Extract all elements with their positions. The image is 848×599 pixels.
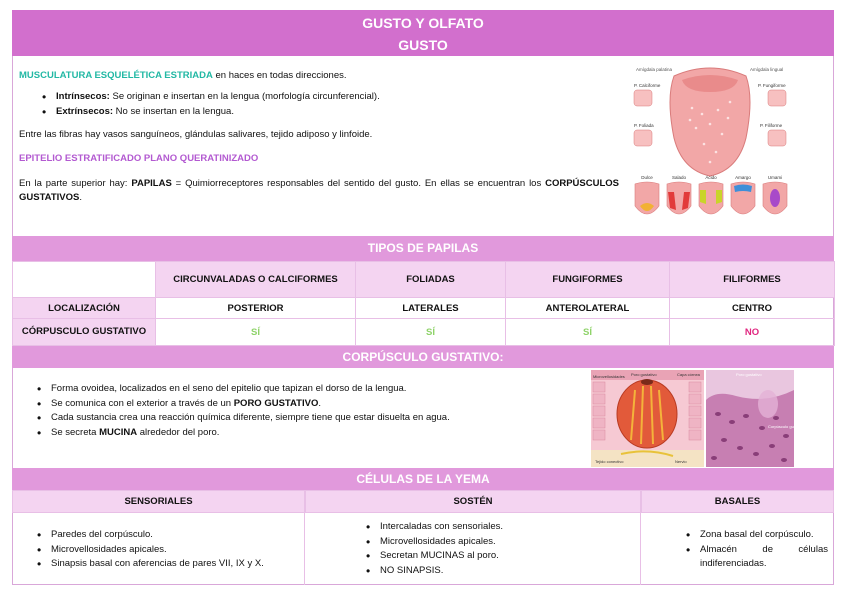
row-header: LOCALIZACIÓN <box>13 298 156 319</box>
corpusculo-section-title: CORPÚSCULO GUSTATIVO: <box>12 346 834 368</box>
list-item: • Secretan MUCINAS al poro. <box>363 549 640 564</box>
table-cell: ANTEROLATERAL <box>506 298 670 319</box>
musculos-list <box>39 90 619 119</box>
table-row <box>13 262 835 298</box>
histology-image <box>706 370 806 467</box>
figure-label: Poro gustativo <box>631 372 657 377</box>
yema-section-title: CÉLULAS DE LA YEMA <box>12 468 834 490</box>
papilas-text: En la parte superior hay: PAPILAS = Quimiorreceptores responsables del sentido del gusto. En ellas se encuentran los CORPÚSCULOS GUSTATIVOS. <box>19 178 619 203</box>
taste-label: Ácido <box>705 175 717 180</box>
table-row <box>13 298 835 319</box>
page-title: GUSTO Y OLFATO <box>362 15 484 31</box>
list-item: • NO SINAPSIS. <box>363 564 640 579</box>
yema-column-header: SOSTÉN <box>305 490 641 513</box>
sosten-list <box>363 520 640 578</box>
sensoriales-list <box>34 528 304 572</box>
column-header: CIRCUNVALADAS O CALCIFORMES <box>156 262 356 298</box>
papilas-section-title: TIPOS DE PAPILAS <box>12 236 834 261</box>
figure-label: Corpúsculo gustativo <box>768 424 806 429</box>
table-cell: CENTRO <box>670 298 835 319</box>
table-cell: NO <box>670 319 835 346</box>
page-subtitle: GUSTO <box>398 37 448 53</box>
table-cell: SÍ <box>506 319 670 346</box>
figure-label: Nervio <box>675 459 687 464</box>
table-corner <box>13 262 156 298</box>
figure-label: Tejido conectivo <box>595 459 624 464</box>
fibras-text: Entre las fibras hay vasos sanguíneos, glándulas salivares, tejido adiposo y linfoide. <box>19 129 373 140</box>
list-item: • Se comunica con el exterior a través de un PORO GUSTATIVO. <box>34 397 584 412</box>
musculatura-heading: MUSCULATURA ESQUELÉTICA ESTRIADA <box>19 70 213 81</box>
list-item: • Forma ovoidea, localizados en el seno del epitelio que tapizan el dorso de la lengua. <box>34 382 584 397</box>
taste-label: Umami <box>767 175 783 180</box>
papilas-table <box>12 261 835 346</box>
table-cell: SÍ <box>356 319 506 346</box>
list-item: • Intrínsecos: Se originan e insertan en la lengua (morfología circunferencial). <box>39 90 619 105</box>
header-bar <box>12 10 834 56</box>
tongue-label: P. Calciforme <box>634 83 661 88</box>
yema-column-header: BASALES <box>641 490 834 513</box>
corpusculo-diagram <box>591 370 704 467</box>
tongue-label: Amígdala lingual <box>750 67 784 72</box>
figure-label: Capa córnea <box>677 372 700 377</box>
corpusculo-list <box>34 382 584 440</box>
basales-list <box>683 528 828 572</box>
figure-label: Poro gustativo <box>736 372 762 377</box>
musculatura-line: MUSCULATURA ESQUELÉTICA ESTRIADA en haces en todas direcciones. <box>19 70 347 81</box>
list-item: • Zona basal del corpúsculo. <box>683 528 828 543</box>
yema-column-header: SENSORIALES <box>12 490 305 513</box>
list-item: • Almacén de células indiferenciadas. <box>683 543 828 572</box>
figure-label: Microvellosidades <box>593 374 625 379</box>
column-header: FILIFORMES <box>670 262 835 298</box>
yema-column-sosten <box>305 513 641 585</box>
list-item: • Extrínsecos: No se insertan en la lengua. <box>39 105 619 120</box>
table-cell: SÍ <box>156 319 356 346</box>
taste-label: Dulce <box>641 175 653 180</box>
table-row <box>13 319 835 346</box>
list-item: • Sinapsis basal con aferencias de pares VII, IX y X. <box>34 557 304 572</box>
column-header: FUNGIFORMES <box>506 262 670 298</box>
list-item: • Se secreta MUCINA alrededor del poro. <box>34 426 584 441</box>
tongue-label: Amígdala palatina <box>636 67 673 72</box>
taste-label: Salado <box>671 175 687 180</box>
tongue-label: P. Filiforme <box>760 123 783 128</box>
table-cell: POSTERIOR <box>156 298 356 319</box>
table-cell: LATERALES <box>356 298 506 319</box>
list-item: • Cada sustancia crea una reacción química diferente, siempre tiene que estar disuelta en agua. <box>34 411 584 426</box>
taste-label: Amargo <box>735 175 751 180</box>
tongue-label: P. Foliada <box>634 123 654 128</box>
corpusculo-bud <box>617 380 677 448</box>
row-header: CÓRPUSCULO GUSTATIVO <box>13 319 156 346</box>
tongue-diagram <box>630 58 790 222</box>
list-item: • Intercaladas con sensoriales. <box>363 520 640 535</box>
tongue-label: P. Fungiforme <box>758 83 786 88</box>
yema-column-basales <box>641 513 834 585</box>
epitelio-heading: EPITELIO ESTRATIFICADO PLANO QUERATINIZADO <box>19 153 259 164</box>
list-item: • Microvellosidades apicales. <box>34 543 304 558</box>
yema-column-sensoriales <box>12 513 305 585</box>
intro-section <box>19 70 619 205</box>
list-item: • Paredes del corpúsculo. <box>34 528 304 543</box>
column-header: FOLIADAS <box>356 262 506 298</box>
list-item: • Microvellosidades apicales. <box>363 535 640 550</box>
